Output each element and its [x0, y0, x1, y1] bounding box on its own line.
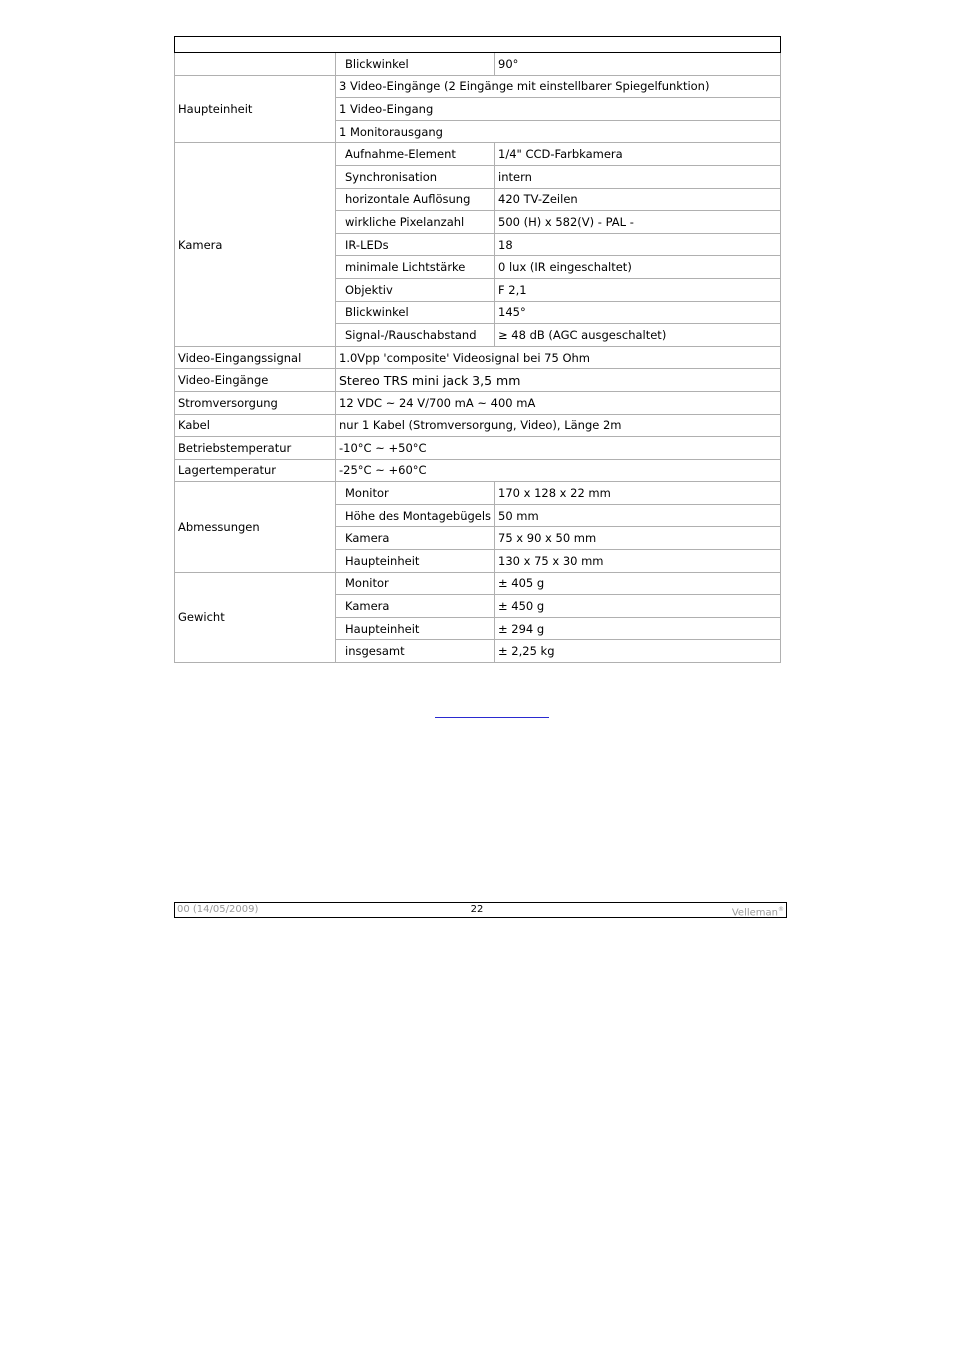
- table-row: [175, 346, 781, 369]
- row-value: ± 450 g: [495, 595, 781, 618]
- row-label: Haupteinheit: [336, 617, 495, 640]
- row-group-label: Haupteinheit: [175, 75, 336, 143]
- row-value: 3 Video-Eingänge (2 Eingänge mit einstellbarer Spiegelfunktion): [336, 75, 781, 98]
- row-label: Video-Eingänge: [175, 369, 336, 392]
- row-value: 18: [495, 233, 781, 256]
- footer-page-number: 22: [470, 904, 484, 915]
- table-row: [175, 437, 781, 460]
- table-row: [175, 459, 781, 482]
- table-row: [175, 414, 781, 437]
- row-label: Haupteinheit: [336, 550, 495, 573]
- table-row: [175, 369, 781, 392]
- row-value: 0 lux (IR eingeschaltet): [495, 256, 781, 279]
- table-row: [175, 143, 781, 166]
- row-value: 1 Monitorausgang: [336, 120, 781, 143]
- row-label: Monitor: [336, 482, 495, 505]
- registered-mark: ®: [778, 906, 784, 913]
- row-group-label: Abmessungen: [175, 482, 336, 572]
- row-label: Blickwinkel: [336, 53, 495, 76]
- row-label: Signal-/Rauschabstand: [336, 324, 495, 347]
- table-row: [175, 391, 781, 414]
- table-row: [175, 53, 781, 76]
- row-value: ± 2,25 kg: [495, 640, 781, 663]
- row-group-cell: [175, 53, 336, 76]
- row-label: Stromversorgung: [175, 391, 336, 414]
- page-footer: [174, 902, 787, 918]
- row-value: ± 405 g: [495, 572, 781, 595]
- table-header-row: [175, 37, 781, 53]
- row-value: 12 VDC ~ 24 V/700 mA ~ 400 mA: [336, 391, 781, 414]
- spec-table: [174, 36, 781, 663]
- row-value: F 2,1: [495, 278, 781, 301]
- row-value: 1/4" CCD-Farbkamera: [495, 143, 781, 166]
- row-value: intern: [495, 165, 781, 188]
- table-row: [175, 75, 781, 98]
- row-value: 90°: [495, 53, 781, 76]
- row-value: 170 x 128 x 22 mm: [495, 482, 781, 505]
- row-value: ≥ 48 dB (AGC ausgeschaltet): [495, 324, 781, 347]
- row-label: wirkliche Pixelanzahl: [336, 211, 495, 234]
- row-value: 1.0Vpp 'composite' Videosignal bei 75 Ohm: [336, 346, 781, 369]
- row-value: -10°C ~ +50°C: [336, 437, 781, 460]
- row-group-label: Kamera: [175, 143, 336, 346]
- row-value: 500 (H) x 582(V) - PAL -: [495, 211, 781, 234]
- footer-brand-name: Velleman: [731, 907, 778, 919]
- row-value: nur 1 Kabel (Stromversorgung, Video), Länge 2m: [336, 414, 781, 437]
- row-value: -25°C ~ +60°C: [336, 459, 781, 482]
- row-label: Kabel: [175, 414, 336, 437]
- row-label: Betriebstemperatur: [175, 437, 336, 460]
- row-label: Lagertemperatur: [175, 459, 336, 482]
- row-value: 50 mm: [495, 504, 781, 527]
- row-value: ± 294 g: [495, 617, 781, 640]
- row-label: Höhe des Montagebügels: [336, 504, 495, 527]
- row-label: Objektiv: [336, 278, 495, 301]
- row-value: Stereo TRS mini jack 3,5 mm: [336, 369, 781, 392]
- table-row: [175, 482, 781, 505]
- row-label: Video-Eingangssignal: [175, 346, 336, 369]
- row-value: 1 Video-Eingang: [336, 98, 781, 121]
- row-value: 145°: [495, 301, 781, 324]
- row-value: 130 x 75 x 30 mm: [495, 550, 781, 573]
- row-label: minimale Lichtstärke: [336, 256, 495, 279]
- row-label: horizontale Auflösung: [336, 188, 495, 211]
- row-value: 75 x 90 x 50 mm: [495, 527, 781, 550]
- row-label: Kamera: [336, 595, 495, 618]
- footer-brand: [732, 903, 784, 920]
- row-label: insgesamt: [336, 640, 495, 663]
- row-label: Blickwinkel: [336, 301, 495, 324]
- row-label: Synchronisation: [336, 165, 495, 188]
- row-group-label: Gewicht: [175, 572, 336, 662]
- hyperlink-underline[interactable]: [435, 717, 549, 718]
- footer-version: 00 (14/05/2009): [177, 904, 259, 915]
- row-value: 420 TV-Zeilen: [495, 188, 781, 211]
- table-row: [175, 572, 781, 595]
- row-label: IR-LEDs: [336, 233, 495, 256]
- row-label: Aufnahme-Element: [336, 143, 495, 166]
- row-label: Kamera: [336, 527, 495, 550]
- row-label: Monitor: [336, 572, 495, 595]
- table-header-cell: [175, 37, 781, 53]
